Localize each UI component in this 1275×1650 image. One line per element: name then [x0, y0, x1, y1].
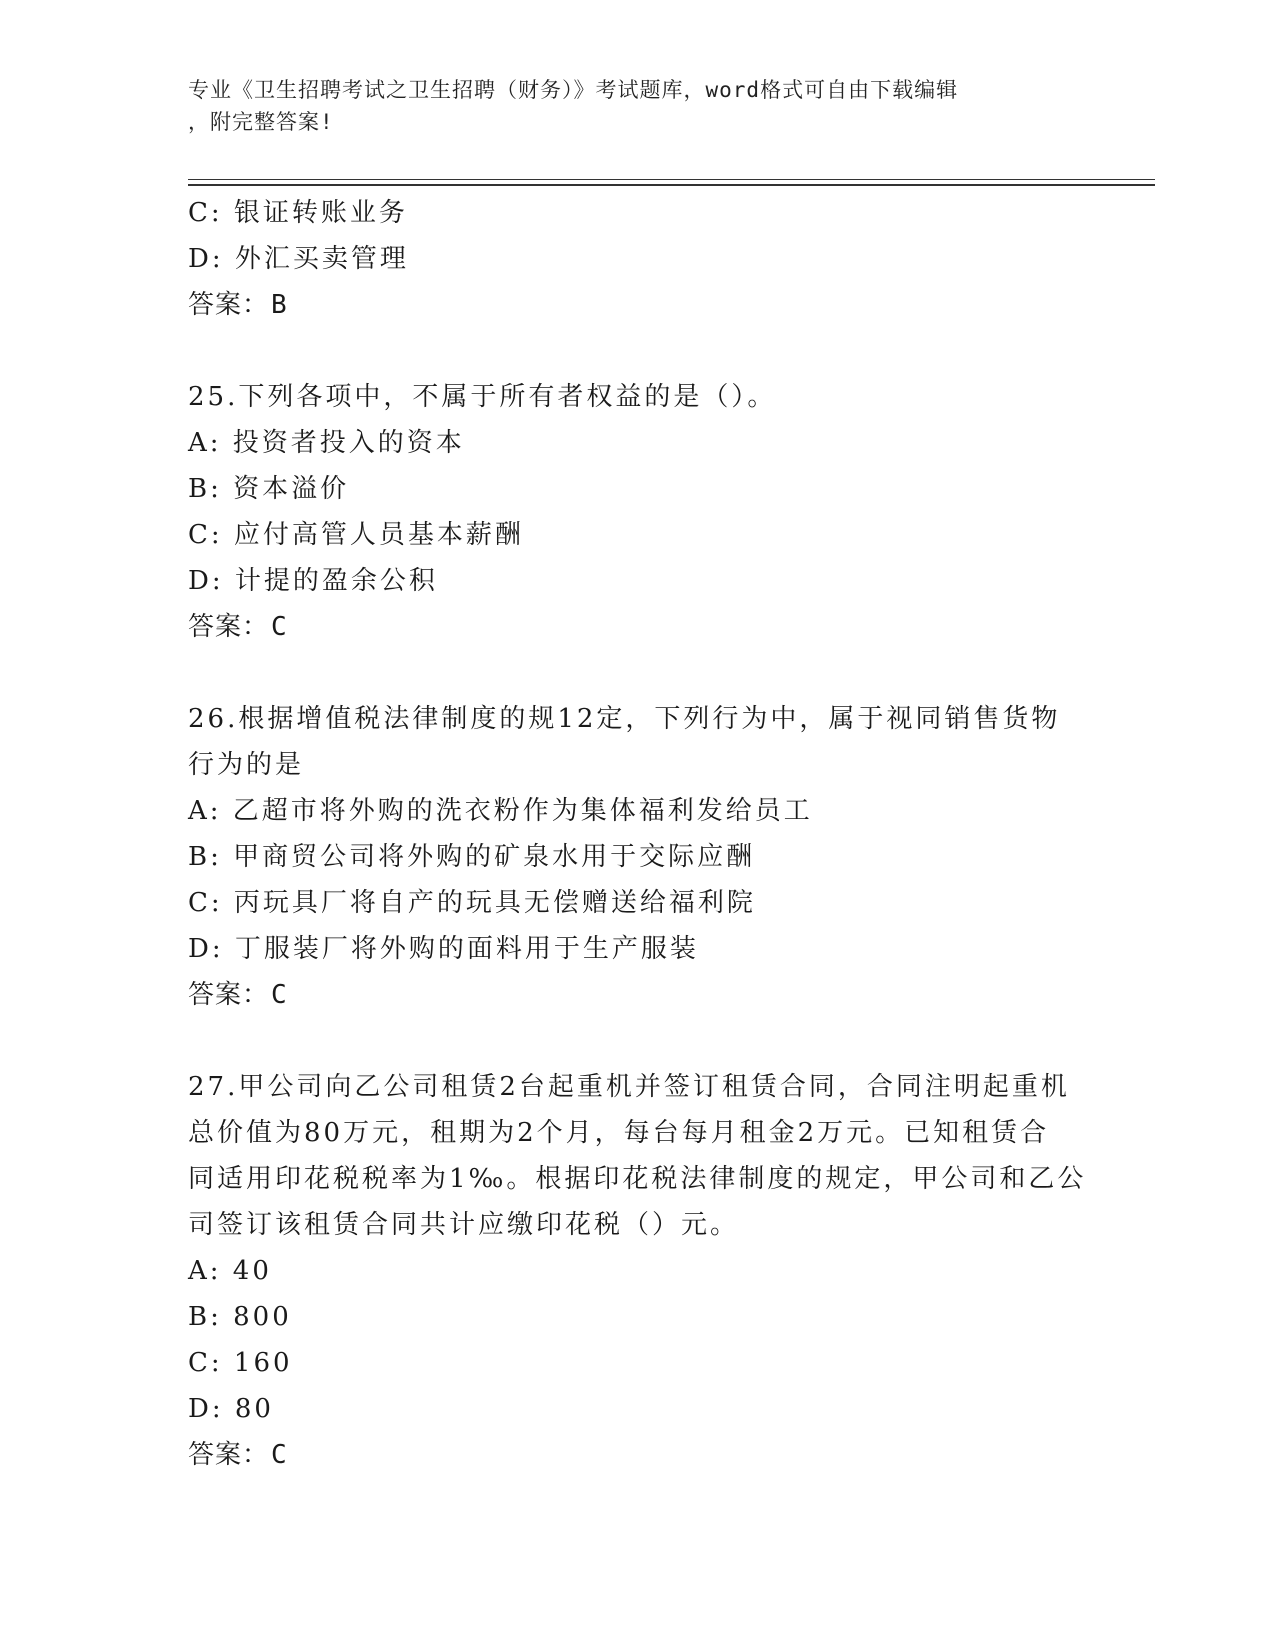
option-c: C: 160 [188, 1348, 293, 1378]
option-c: C: 应付高管人员基本薪酬 [188, 520, 524, 550]
header-divider-thick [188, 184, 1155, 186]
option-c: C: 丙玩具厂将自产的玩具无偿赠送给福利院 [188, 888, 756, 918]
question-stem: 25.下列各项中，不属于所有者权益的是（）。 [188, 382, 777, 412]
spacer [188, 1018, 1088, 1064]
answer-value: C [271, 980, 288, 1010]
question-stem-line-1: 26.根据增值税法律制度的规12定，下列行为中，属于视同销售货物 [188, 704, 1061, 734]
header-divider-thin [188, 179, 1155, 180]
question-stem-line-2: 行为的是 [188, 750, 305, 780]
answer-label: 答案： [188, 1440, 270, 1470]
answer-label: 答案： [188, 980, 270, 1010]
question-stem-line-1: 27.甲公司向乙公司租赁2台起重机并签订租赁合同，合同注明起重机 [188, 1072, 1070, 1102]
spacer [188, 328, 1088, 374]
header-line-1: 专业《卫生招聘考试之卫生招聘（财务）》考试题库，word格式可自由下载编辑 [188, 78, 959, 102]
question-27 [188, 1064, 1088, 1478]
question-stem-line-3: 同适用印花税税率为1‰。根据印花税法律制度的规定，甲公司和乙公 [188, 1164, 1087, 1194]
answer-value: C [271, 1440, 288, 1470]
answer-label: 答案： [188, 290, 270, 320]
answer-line [188, 282, 1088, 328]
question-stem-line-2: 总价值为80万元，租期为2个月，每台每月租金2万元。已知租赁合 [188, 1118, 1050, 1148]
option-b: B: 资本溢价 [188, 474, 350, 504]
spacer [188, 650, 1088, 696]
question-stem-line-4: 司签订该租赁合同共计应缴印花税（）元。 [188, 1210, 740, 1240]
answer-value: C [271, 612, 288, 642]
question-26 [188, 696, 1088, 1018]
option-a: A: 投资者投入的资本 [188, 428, 465, 458]
option-d: D: 计提的盈余公积 [188, 566, 438, 596]
option-d: D: 丁服装厂将外购的面料用于生产服装 [188, 934, 699, 964]
option-a: A: 乙超市将外购的洗衣粉作为集体福利发给员工 [188, 796, 813, 826]
answer-line [188, 604, 1088, 650]
header-line-2: ，附完整答案! [188, 110, 334, 134]
question-24-tail [188, 190, 1088, 328]
question-25 [188, 374, 1088, 650]
answer-line [188, 972, 1088, 1018]
option-b: B: 800 [188, 1302, 292, 1332]
document-header [188, 74, 1088, 138]
option-d: D: 外汇买卖管理 [188, 244, 409, 274]
answer-label: 答案： [188, 612, 270, 642]
option-a: A: 40 [188, 1256, 272, 1286]
answer-line [188, 1432, 1088, 1478]
question-list [188, 190, 1088, 1478]
answer-value: B [271, 290, 288, 320]
option-d: D: 80 [188, 1394, 274, 1424]
option-c: C: 银证转账业务 [188, 198, 408, 228]
option-b: B: 甲商贸公司将外购的矿泉水用于交际应酬 [188, 842, 756, 872]
